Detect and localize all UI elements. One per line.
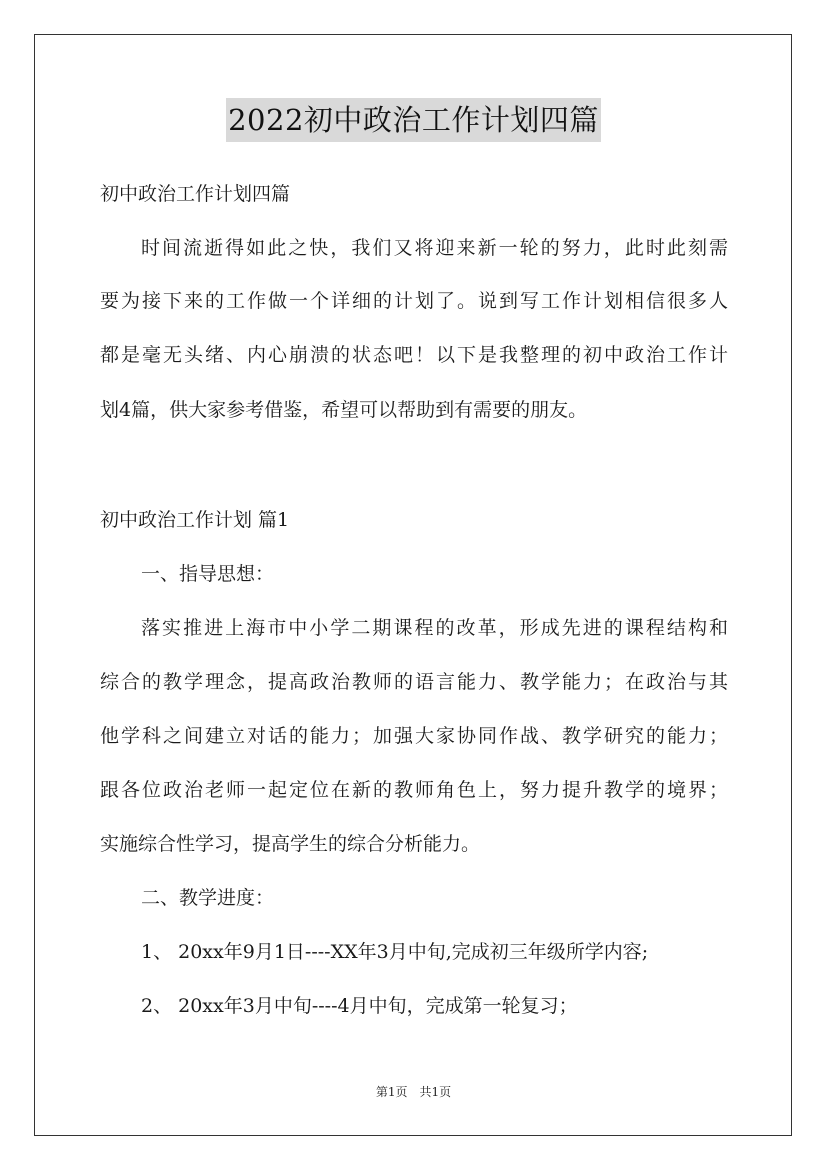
page-footer: 第1页 共1页 [375, 1085, 452, 1099]
guiding-line: 落实推进上海市中小学二期课程的改革，形成先进的课程结构和 [141, 617, 728, 639]
intro-line: 划4篇，供大家参考借鉴，希望可以帮助到有需要的朋友。 [100, 399, 588, 421]
guiding-heading: 一、指导思想： [141, 563, 275, 585]
section-heading: 初中政治工作计划 篇1 [100, 509, 290, 531]
guiding-line: 跟各位政治老师一起定位在新的教师角色上，努力提升教学的境界； [100, 779, 728, 801]
guiding-line: 综合的教学理念，提高政治教师的语言能力、教学能力；在政治与其 [100, 671, 728, 693]
intro-line: 时间流逝得如此之快，我们又将迎来新一轮的努力，此时此刻需 [141, 237, 728, 259]
intro-line: 要为接下来的工作做一个详细的计划了。说到写工作计划相信很多人 [100, 290, 728, 312]
document-subtitle: 初中政治工作计划四篇 [100, 183, 291, 205]
progress-heading: 二、教学进度： [141, 887, 275, 909]
progress-item: 1、 20xx年9月1日----XX年3月中旬,完成初三年级所学内容; [141, 941, 649, 963]
intro-line: 都是毫无头绪、内心崩溃的状态吧！以下是我整理的初中政治工作计 [100, 344, 728, 366]
guiding-line: 他学科之间建立对话的能力；加强大家协同作战、教学研究的能力； [100, 725, 728, 747]
guiding-line: 实施综合性学习，提高学生的综合分析能力。 [100, 833, 481, 855]
progress-item: 2、 20xx年3月中旬----4月中旬，完成第一轮复习； [141, 995, 578, 1017]
title-container [0, 98, 827, 142]
document-title: 2022初中政治工作计划四篇 [226, 98, 601, 142]
